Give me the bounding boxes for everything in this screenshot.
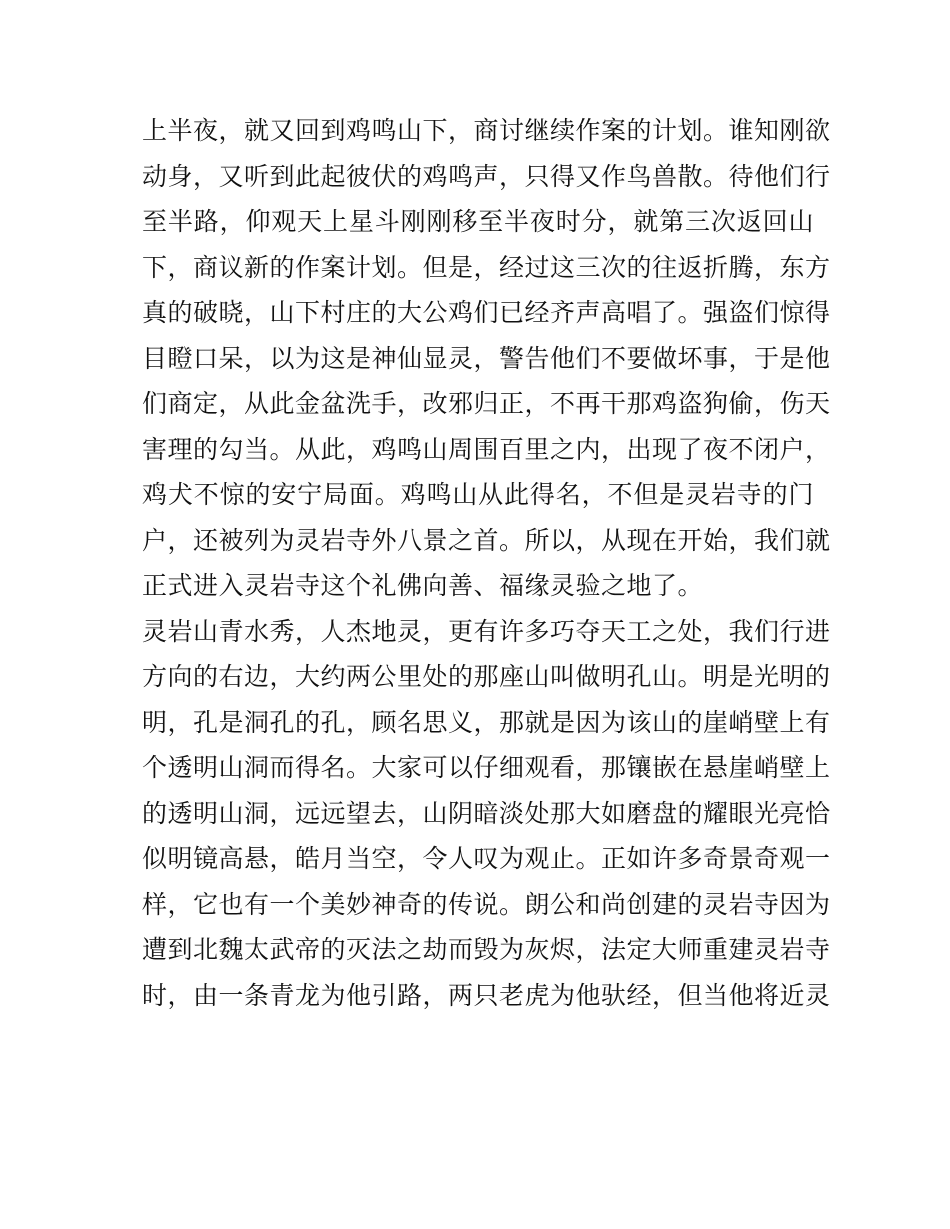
- text-line: 户，还被列为灵岩寺外八景之首。所以，从现在开始，我们就: [142, 525, 831, 555]
- text-line: 下，商议新的作案计划。但是，经过这三次的往返折腾，东方: [142, 252, 831, 282]
- paragraph: [142, 108, 831, 609]
- text-line: 真的破晓，山下村庄的大公鸡们已经齐声高唱了。强盗们惊得: [142, 298, 831, 327]
- text-line: 似明镜高悬，皓月当空，令人叹为观止。正如许多奇景奇观一: [142, 844, 831, 873]
- text-line: 明，孔是洞孔的孔，顾名思义，那就是因为该山的崖峭壁上有: [142, 707, 831, 737]
- text-line: 目瞪口呆，以为这是神仙显灵，警告他们不要做坏事，于是他: [142, 343, 831, 373]
- text-line: 的透明山洞，远远望去，山阴暗淡处那大如磨盘的耀眼光亮恰: [142, 798, 831, 828]
- text-line: 时，由一条青龙为他引路，两只老虎为他驮经，但当他将近灵: [142, 980, 831, 1010]
- text-line: 方向的右边，大约两公里处的那座山叫做明孔山。明是光明的: [142, 662, 831, 691]
- text-line: 样，它也有一个美妙神奇的传说。朗公和尚创建的灵岩寺因为: [142, 889, 831, 919]
- text-line: 害理的勾当。从此，鸡鸣山周围百里之内，出现了夜不闭户，: [142, 434, 831, 464]
- text-line: 动身，又听到此起彼伏的鸡鸣声，只得又作鸟兽散。待他们行: [142, 161, 831, 191]
- text-line: 上半夜，就又回到鸡鸣山下，商讨继续作案的计划。谁知刚欲: [142, 116, 831, 145]
- text-line: 灵岩山青水秀，人杰地灵，更有许多巧夺天工之处，我们行进: [142, 616, 831, 646]
- text-line: 鸡犬不惊的安宁局面。鸡鸣山从此得名，不但是灵岩寺的门: [142, 480, 814, 509]
- text-line: 们商定，从此金盆洗手，改邪归正，不再干那鸡盗狗偷，伤天: [142, 389, 831, 418]
- paragraph: [142, 609, 831, 1019]
- text-line: 至半路，仰观天上星斗刚刚移至半夜时分，就第三次返回山: [142, 207, 814, 236]
- text-line: 个透明山洞而得名。大家可以仔细观看，那镶嵌在悬崖峭壁上: [142, 753, 831, 782]
- body-text: [142, 108, 831, 1018]
- text-line: 正式进入灵岩寺这个礼佛向善、福缘灵验之地了。: [142, 571, 704, 600]
- text-line: 遭到北魏太武帝的灭法之劫而毁为灰烬，法定大师重建灵岩寺: [142, 935, 831, 964]
